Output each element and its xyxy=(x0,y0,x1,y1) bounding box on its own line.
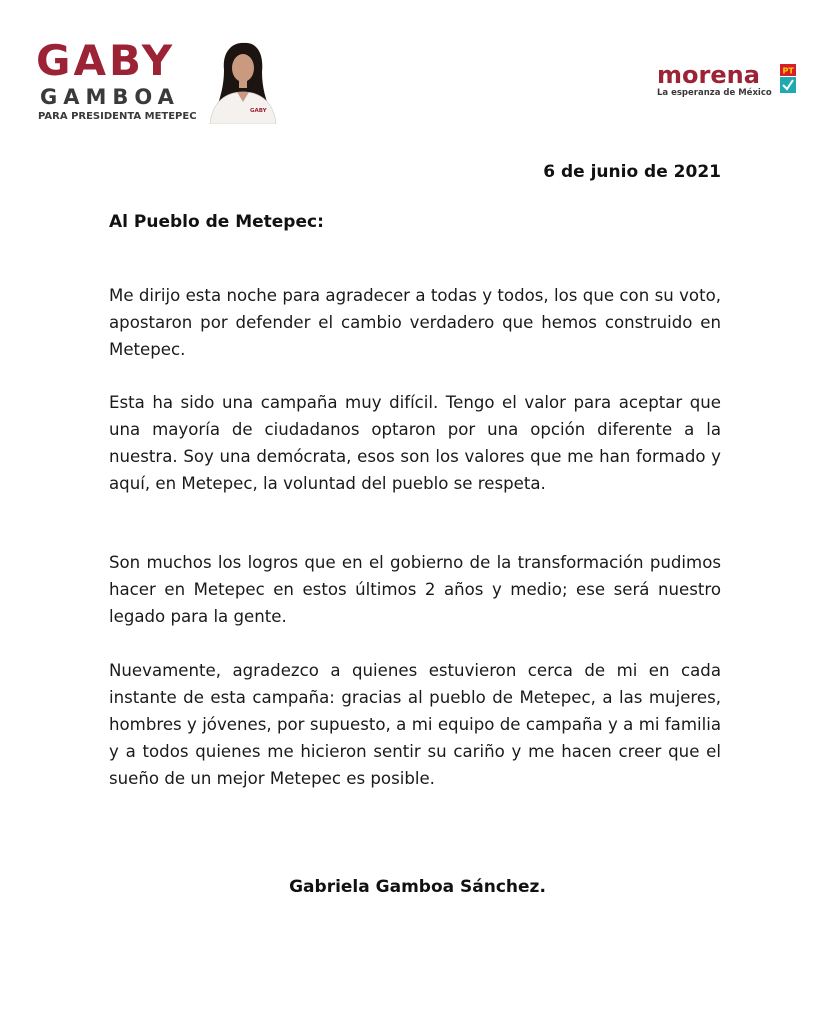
shirt-logo-text: GABY xyxy=(250,108,267,114)
letter-date: 6 de junio de 2021 xyxy=(543,162,721,182)
letter-paragraph: Esta ha sido una campaña muy difícil. Tengo el valor para aceptar que una mayoría de ciudadanos optaron por una opción diferente a la nuestra. Soy una demócrata, esos son los valores que me han formado y aquí, en Metepec, la voluntad del pueblo se respeta. xyxy=(109,393,721,493)
candidate-logo-surname: GAMBOA xyxy=(40,85,180,109)
candidate-portrait xyxy=(204,40,280,124)
letter-greeting: Al Pueblo de Metepec: xyxy=(109,212,324,232)
letter-paragraph: Me dirijo esta noche para agradecer a todas y todos, los que con su voto, apostaron por defender el cambio verdadero que hemos construido en Metepec. xyxy=(109,286,721,359)
letter-signature: Gabriela Gamboa Sánchez. xyxy=(289,877,546,897)
party-logo xyxy=(655,62,805,102)
candidate-logo-subtitle: PARA PRESIDENTA METEPEC xyxy=(38,111,197,122)
letter-paragraph: Son muchos los logros que en el gobierno de la transformación pudimos hacer en Metepec en estos últimos 2 años y medio; ese será nuestro legado para la gente. xyxy=(109,553,721,626)
candidate-logo-name: GABY xyxy=(36,36,176,85)
pt-badge-icon xyxy=(780,64,796,94)
candidate-logo xyxy=(36,36,286,130)
pt-badge-text: PT xyxy=(782,66,794,76)
party-logo-name: morena xyxy=(657,61,760,89)
letter-paragraph: Nuevamente, agradezco a quienes estuvieron cerca de mi en cada instante de esta campaña: gracias al pueblo de Metepec, a las mujeres, hombres y jóvenes, por supuesto, a mi equipo de campaña y a mi familia y a todos quienes me hicieron sentir su cariño y me hacen creer que el sueño de un mejor Metepec es posible. xyxy=(109,661,721,788)
party-logo-tagline: La esperanza de México xyxy=(657,88,772,98)
